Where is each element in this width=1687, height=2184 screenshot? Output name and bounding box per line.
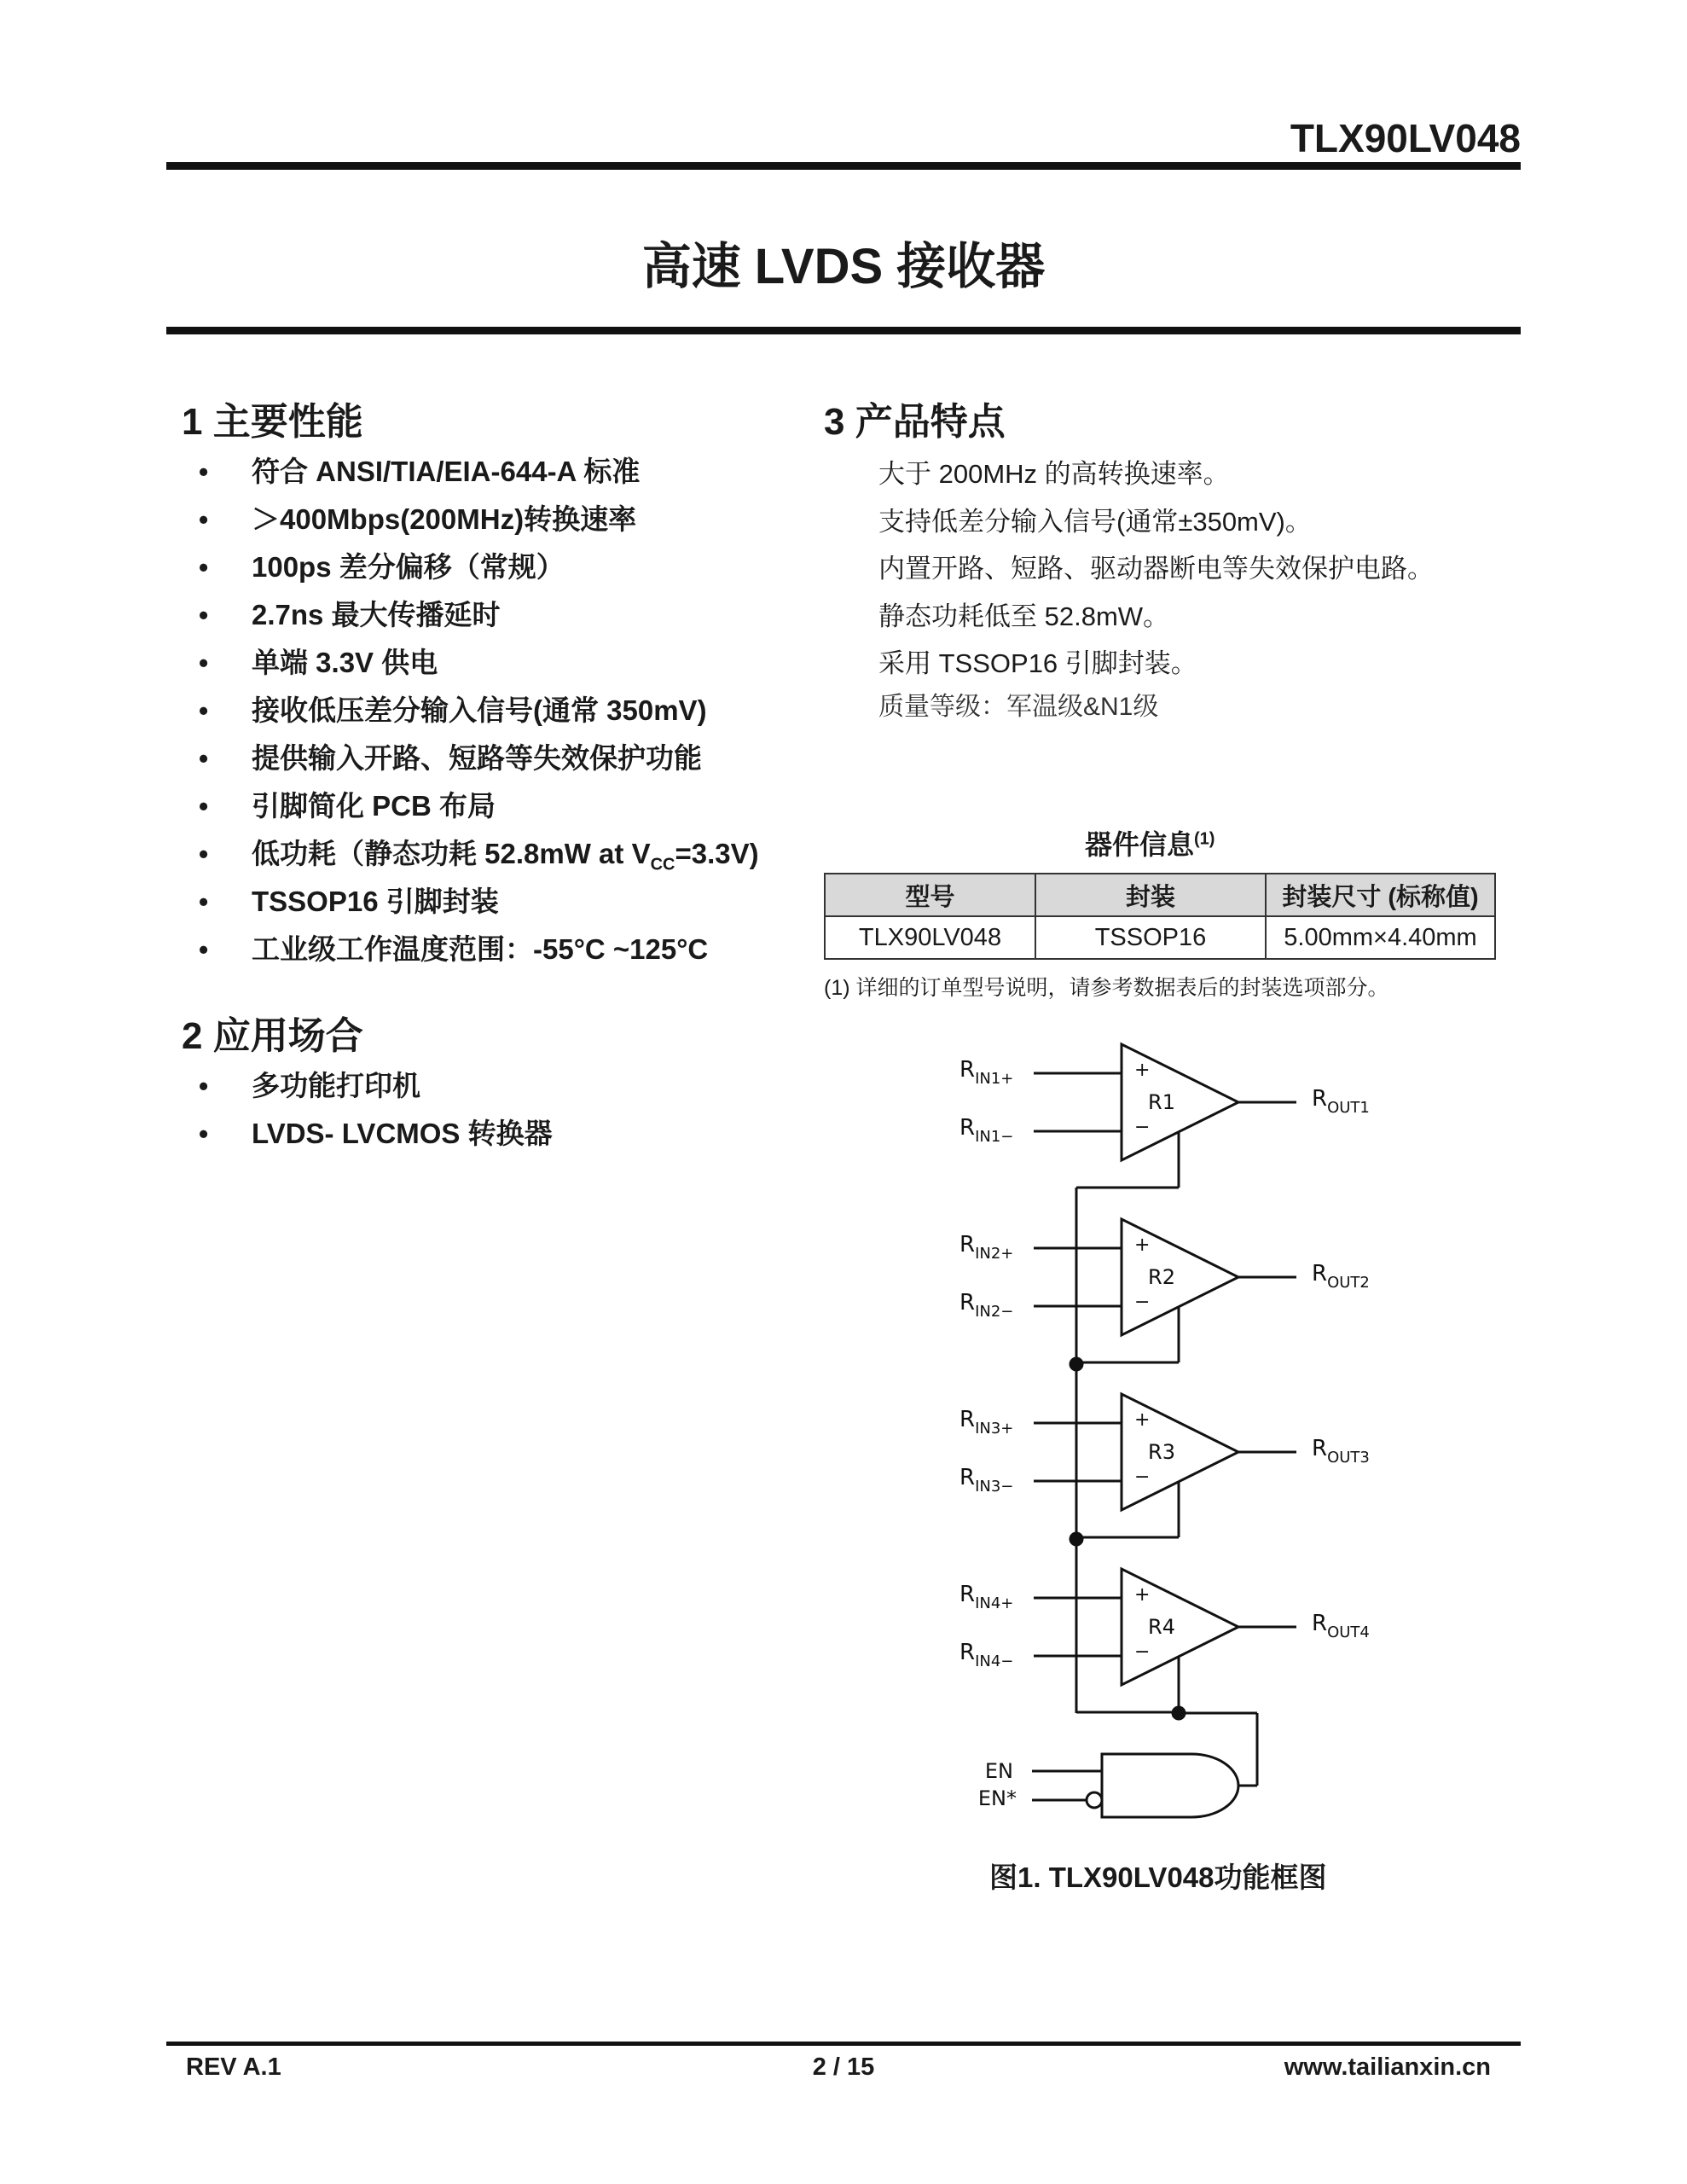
minus-sign: − [1134,1292,1151,1313]
table-header-cell: 封装尺寸 (标称值) [1266,874,1495,916]
minus-sign: − [1134,1117,1151,1138]
output-label: $R_{OUT4}$ [1312,1611,1370,1641]
receiver-label: R4 [1148,1615,1175,1639]
junction-dot [1173,1707,1185,1719]
list-item: • 引脚简化 PCB 布局 [183,782,759,830]
list-item: • TSSOP16 引脚封装 [183,878,759,926]
receiver-group [959,1044,1370,1712]
table-cell: TLX90LV048 [825,916,1035,959]
en-label: EN [984,1759,1013,1783]
list-item: 内置开路、短路、驱动器断电等失效保护电路。 [878,554,1434,584]
application-list [183,1062,553,1158]
performance-list [183,448,759,973]
list-item: • 低功耗（静态功耗 52.8mW at $V_{CC}=3.3V$) [183,830,759,878]
table-header-cell: 封装 [1035,874,1266,916]
list-item: • 多功能打印机 [183,1062,553,1110]
list-item: • 单端 3.3V 供电 [183,639,759,687]
minus-sign: − [1134,1467,1151,1488]
function-block-diagram [938,1024,1416,1834]
table-title: 器件信息$^{(1)}$ [1085,829,1215,860]
table-header-cell: 型号 [825,874,1035,916]
list-item: • 2.7ns 最大传播延时 [183,591,759,639]
list-item: • 工业级工作温度范围：-55°C ~125°C [183,926,759,973]
output-label: $R_{OUT3}$ [1312,1436,1370,1467]
list-item: 大于 200MHz 的高转换速率。 [878,459,1230,489]
section1-heading: 1 主要性能 [182,401,363,443]
table-cell: TSSOP16 [1035,916,1266,959]
plus-sign: + [1134,1060,1151,1081]
list-item: • 100ps 差分偏移（常规） [183,543,759,591]
header-rule [166,162,1521,170]
device-info-table [824,873,1496,960]
section3-heading: 3 产品特点 [824,401,1006,443]
input-plus-label: $R_{IN4+}$ [959,1582,1014,1612]
table-row [825,916,1495,959]
table-header-row [825,874,1495,916]
output-label: $R_{OUT2}$ [1312,1261,1370,1292]
list-item: • LVDS- LVCMOS 转换器 [183,1110,553,1158]
website: www.tailianxin.cn [1284,2053,1491,2081]
footer-rule [166,2042,1521,2046]
en-n-label: EN* [977,1786,1017,1810]
junction-dot [1070,1533,1082,1545]
revision: REV A.1 [186,2053,281,2081]
list-item: • 接收低压差分输入信号(通常 350mV) [183,687,759,735]
minus-sign: − [1134,1641,1151,1663]
input-minus-label: $R_{IN3-}$ [959,1465,1014,1496]
receiver-label: R1 [1148,1090,1175,1114]
list-item: • ＞400Mbps(200MHz)转换速率 [183,496,759,543]
document-id: TLX90LV048 [1290,116,1521,160]
figure-caption: 图1. TLX90LV048功能框图 [989,1862,1327,1893]
inverter-bubble [1087,1792,1102,1808]
input-plus-label: $R_{IN2+}$ [959,1232,1014,1263]
junction-dot [1070,1358,1082,1370]
list-item: 支持低差分输入信号(通常±350mV)。 [878,506,1312,537]
title-rule [166,327,1521,334]
receiver-label: R3 [1148,1440,1175,1464]
feature-list [878,450,1434,726]
and-gate [1102,1754,1238,1817]
plus-sign: + [1134,1409,1151,1431]
section2-heading: 2 应用场合 [182,1015,363,1057]
input-minus-label: $R_{IN1-}$ [959,1115,1014,1146]
input-plus-label: $R_{IN3+}$ [959,1407,1014,1438]
table-footnote: (1) 详细的订单型号说明，请参考数据表后的封装选项部分。 [824,976,1389,1000]
list-item: 静态功耗低至 52.8mW。 [878,601,1170,631]
list-item: • 符合 ANSI/TIA/EIA-644-A 标准 [183,448,759,496]
table-cell: 5.00mm×4.40mm [1266,916,1495,959]
input-plus-label: $R_{IN1+}$ [959,1057,1014,1088]
receiver-label: R2 [1148,1265,1175,1289]
plus-sign: + [1134,1584,1151,1606]
input-minus-label: $R_{IN2-}$ [959,1290,1014,1321]
list-item: • 提供输入开路、短路等失效保护功能 [183,735,759,782]
output-label: $R_{OUT1}$ [1312,1086,1370,1117]
page-title: 高速 LVDS 接收器 [641,239,1046,294]
list-item: 采用 TSSOP16 引脚封装。 [878,648,1197,678]
page-number: 2 / 15 [812,2053,875,2081]
plus-sign: + [1134,1234,1151,1256]
input-minus-label: $R_{IN4-}$ [959,1640,1014,1670]
list-item: 质量等级：军温级&N1级 [878,692,1159,721]
